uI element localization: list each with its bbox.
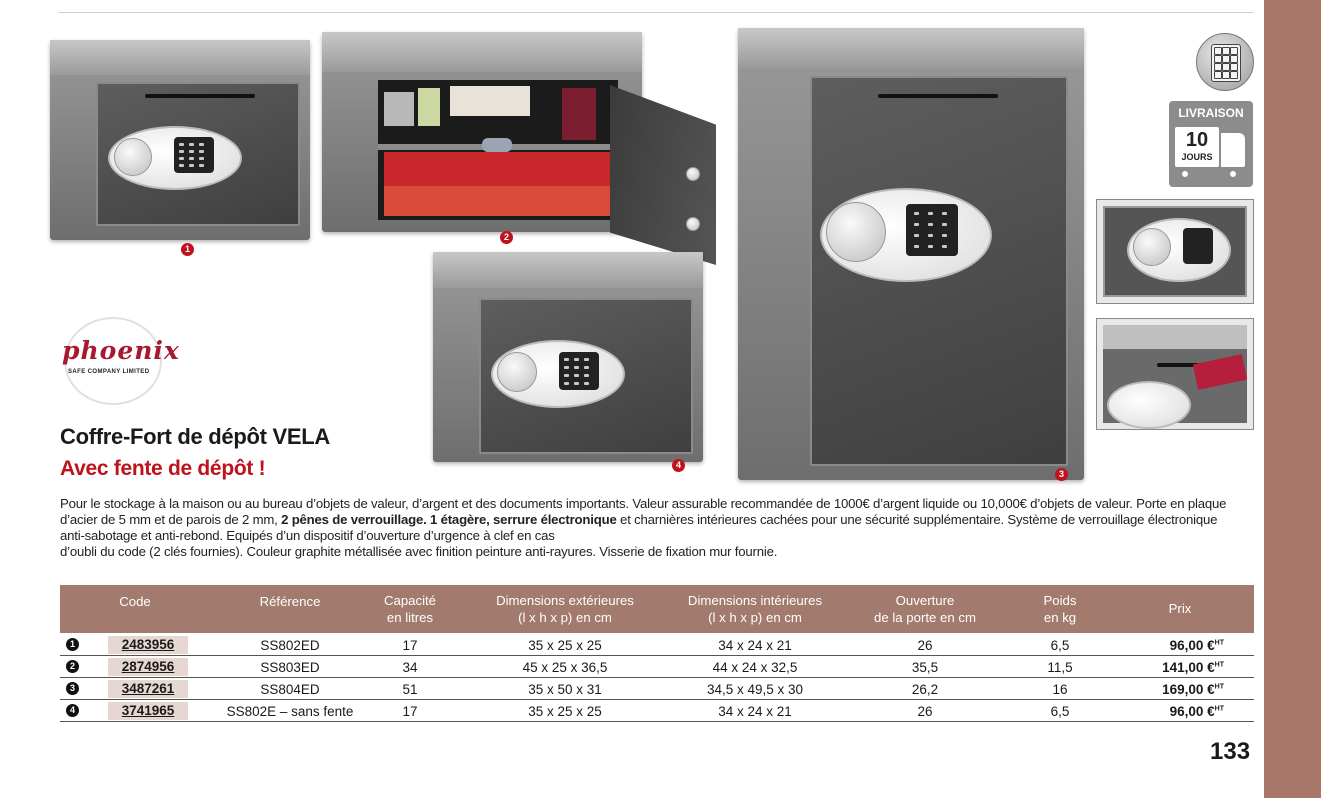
cell-int-dims: 44 x 24 x 32,5 (712, 660, 798, 675)
cell-capacity: 17 (402, 704, 418, 719)
safe-2-door (610, 85, 716, 265)
cell-reference: SS802ED (260, 638, 320, 653)
cell-price: 96,00 €$^{HT}$ (1169, 704, 1224, 719)
table-header (60, 585, 1254, 633)
safe-image-4 (433, 252, 703, 462)
cell-int-dims: 34 x 24 x 21 (718, 638, 792, 653)
cell-opening: 26,2 (911, 682, 939, 697)
image-label-2: 2 (500, 231, 513, 244)
cell-int-dims: 34,5 x 49,5 x 30 (706, 682, 804, 697)
header-int-dims: Dimensions intérieures (l x h x p) en cm (687, 593, 823, 625)
table-row (60, 680, 1254, 700)
image-label-3: 3 (1055, 468, 1068, 481)
product-code-link[interactable]: 3487261 (108, 680, 188, 698)
cell-price: 141,00 €$^{HT}$ (1162, 660, 1224, 675)
product-code-link[interactable]: 3741965 (108, 702, 188, 720)
cell-ext-dims: 45 x 25 x 36,5 (522, 660, 608, 675)
table-row (60, 636, 1254, 656)
cell-weight: 11,5 (1047, 660, 1073, 675)
product-title: Coffre-Fort de dépôt VELA (60, 424, 330, 449)
cell-reference: SS804ED (260, 682, 320, 697)
cell-reference: SS803ED (260, 660, 320, 675)
header-price: Prix (1168, 601, 1192, 616)
page-side-band (1264, 0, 1321, 798)
top-divider (58, 12, 1254, 13)
delivery-label: LIVRAISON (1178, 106, 1244, 120)
cell-capacity: 34 (402, 660, 418, 675)
safe-image-2 (322, 32, 642, 232)
image-label-4: 4 (672, 459, 685, 472)
row-number: 3 (66, 682, 79, 695)
cell-capacity: 17 (402, 638, 418, 653)
truck-icon (1221, 133, 1245, 167)
table-row (60, 658, 1254, 678)
cell-int-dims: 34 x 24 x 21 (718, 704, 792, 719)
row-number: 2 (66, 660, 79, 673)
product-subtitle: Avec fente de dépôt ! (60, 457, 266, 480)
safe-image-1 (50, 40, 310, 240)
detail-slot-thumbnail (1096, 318, 1254, 430)
product-code-link[interactable]: 2483956 (108, 636, 188, 654)
delivery-truck-badge (1169, 101, 1253, 187)
cell-opening: 26 (917, 638, 933, 653)
image-label-1: 1 (181, 243, 194, 256)
brand-logo: phoenix (62, 336, 180, 365)
cell-ext-dims: 35 x 25 x 25 (528, 704, 602, 719)
cell-ext-dims: 35 x 50 x 31 (528, 682, 602, 697)
cell-weight: 16 (1052, 682, 1068, 697)
cell-opening: 26 (917, 704, 933, 719)
cell-weight: 6,5 (1050, 704, 1070, 719)
cell-price: 96,00 €$^{HT}$ (1169, 638, 1224, 653)
header-opening: Ouverture de la porte en cm (874, 593, 976, 625)
header-ext-dims: Dimensions extérieures (l x h x p) en cm (496, 593, 634, 625)
header-capacity: Capacité en litres (383, 593, 437, 625)
header-reference: Référence (259, 594, 321, 609)
cell-ext-dims: 35 x 25 x 25 (528, 638, 602, 653)
cell-price: 169,00 €$^{HT}$ (1162, 682, 1224, 697)
keypad-code-icon (1196, 33, 1254, 91)
cell-opening: 35,5 (911, 660, 939, 675)
delivery-unit: JOURS (1181, 152, 1213, 162)
delivery-days: 10 (1185, 129, 1209, 151)
brand-tagline: SAFE COMPANY LIMITED (68, 369, 150, 375)
product-description: Pour le stockage à la maison ou au bureau d’objets de valeur, d’argent et des documents importants. Valeur assurable recommandée de 1000€ d’argent liquide ou 10,000€ d’objets de valeur. Porte en plaque d’acier de 5 mm et de parois de 2 mm, 2 pênes de verrouillage. 1 étagère, serrure électronique et charnières intérieures cachées pour une sécurité supplémentaire. Système de verrouillage électronique anti-sabotage et anti-rebond. Equipés d’un dispositif d’ouverture d’urgence à clef en cas d’oubli du code (2 clés fournies). Couleur graphite métallisée avec finition peinture anti-rayures. Visserie de fixation mur fournie. (60, 496, 1227, 559)
cell-reference: SS802E – sans fente (226, 704, 354, 719)
safe-image-3 (738, 28, 1084, 480)
detail-keypad-thumbnail (1096, 199, 1254, 304)
page-number: 133 (1210, 738, 1251, 765)
cell-capacity: 51 (402, 682, 418, 697)
cell-weight: 6,5 (1050, 638, 1070, 653)
header-code: Code (119, 594, 151, 609)
row-number: 4 (66, 704, 79, 717)
row-number: 1 (66, 638, 79, 651)
table-row (60, 702, 1254, 722)
header-weight: Poids en kg (1043, 593, 1077, 625)
product-code-link[interactable]: 2874956 (108, 658, 188, 676)
